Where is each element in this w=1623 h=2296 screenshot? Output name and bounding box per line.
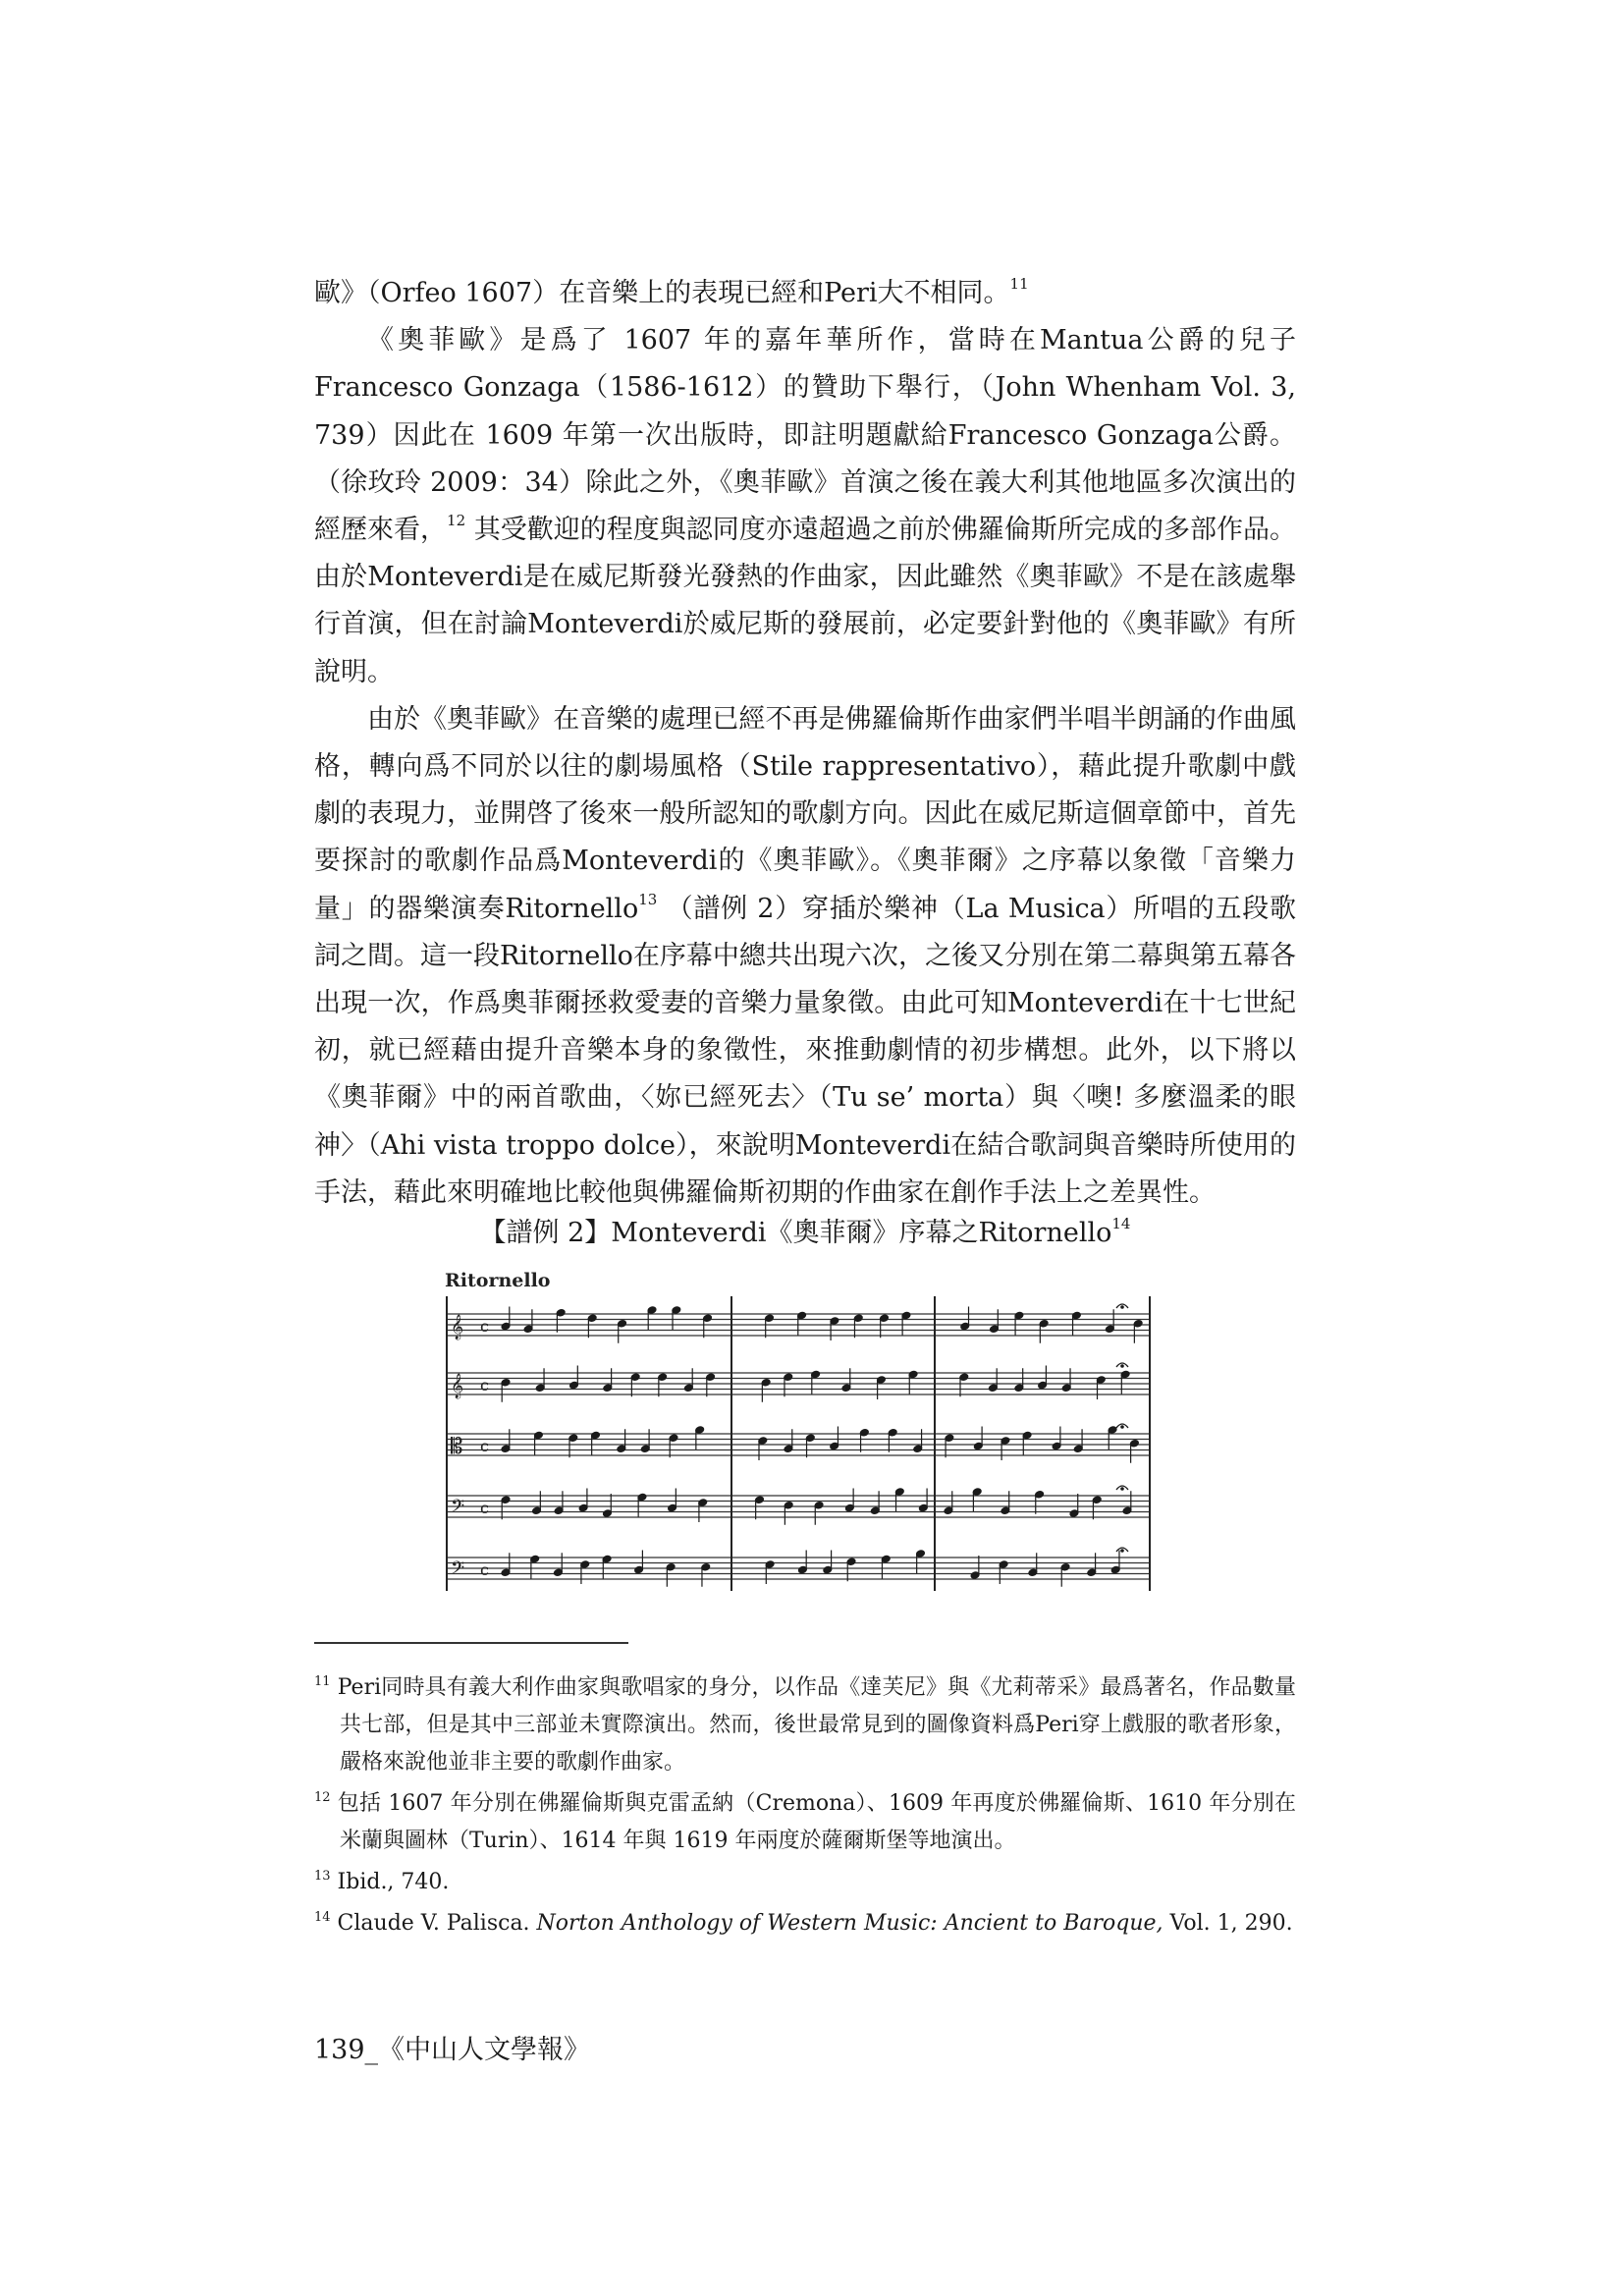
score-clefs bbox=[451, 1314, 489, 1583]
footnote-text: Peri同時具有義大利作曲家與歌唱家的身分，以作品《達芙尼》與《尤莉蒂采》最爲著名，作品數量共七部，但是其中三部並未實際演出。然而，後世最常見到的圖像資料爲Peri穿上戲服的歌者形象，嚴格來說他並非主要的歌劇作曲家。 bbox=[337, 1675, 1296, 1775]
footnote-separator bbox=[314, 1642, 628, 1644]
music-score-image bbox=[437, 1267, 1159, 1615]
footnote-number: 11 bbox=[314, 1674, 331, 1689]
footnote-number: 13 bbox=[314, 1869, 331, 1884]
paragraph-2-text-a: 《奧菲歐》是爲了 1607 年的嘉年華所作，當時在Mantua公爵的兒子Francesco Gonzaga（1586-1612）的贊助下舉行，（John Whenham Vol. 3, 739）因此在 1609 年第一次出版時，即註明題獻給Francesco Gonzaga公爵。（徐玫玲 2009：34）除此之外，《奧菲歐》首演之後在義大利其他地區多次演出的經歷來看， bbox=[314, 325, 1296, 546]
paragraph-3-text-b: （譜例 2）穿插於樂神（La Musica）所唱的五段歌詞之間。這一段Ritornello在序幕中總共出現六次，之後又分別在第二幕與第五幕各出現一次，作爲奧菲爾拯救愛妻的音樂力量象徵。由此可知Monteverdi在十七世紀初，就已經藉由提升音樂本身的象徵性，來推動劇情的初步構想。此外，以下將以《奧菲爾》中的兩首歌曲，〈妳已經死去〉（Tu se’ morta）與〈噢! 多麼溫柔的眼神〉（Ahi vista troppo dolce），來說明Monteverdi在結合歌詞與音樂時所使用的手法，藉此來明確地比較他與佛羅倫斯初期的作曲家在創作手法上之差異性。 bbox=[314, 893, 1296, 1208]
footnote-ref-11: 11 bbox=[1009, 275, 1029, 293]
footnote-13 bbox=[314, 1864, 1296, 1901]
svg-text:𝄞: 𝄞 bbox=[451, 1374, 464, 1398]
svg-text:c: c bbox=[480, 1376, 489, 1394]
footnote-text-volume: Vol. 1, 290. bbox=[1163, 1911, 1293, 1936]
footnote-text-book-title: Norton Anthology of Western Music: Ancient to Baroque, bbox=[536, 1911, 1163, 1936]
paragraph-2-text-b: 其受歡迎的程度與認同度亦遠超過之前於佛羅倫斯所完成的多部作品。由於Monteverdi是在威尼斯發光發熱的作曲家，因此雖然《奧菲歐》不是在該處舉行首演，但在討論Monteverdi於威尼斯的發展前，必定要針對他的《奧菲歐》有所說明。 bbox=[314, 515, 1296, 687]
paragraph-3 bbox=[314, 696, 1296, 1217]
score-barlines bbox=[447, 1296, 1150, 1591]
svg-text:𝄞: 𝄞 bbox=[451, 1315, 464, 1339]
footnote-12 bbox=[314, 1785, 1296, 1860]
score-notes bbox=[501, 1304, 1143, 1587]
footnote-text: 包括 1607 年分別在佛羅倫斯與克雷孟納（Cremona）、1609 年再度於佛羅倫斯、1610 年分別在米蘭與圖林（Turin）、1614 年與 1619 年兩度於薩爾斯堡等地演出。 bbox=[337, 1791, 1297, 1853]
footnote-text: Ibid., 740. bbox=[337, 1870, 450, 1894]
svg-text:𝄢: 𝄢 bbox=[451, 1497, 465, 1521]
paragraph-2 bbox=[314, 317, 1296, 696]
footnote-ref-14: 14 bbox=[1111, 1215, 1131, 1232]
page-footer bbox=[314, 2033, 590, 2068]
score-title: Ritornello bbox=[445, 1270, 551, 1291]
paragraph-1-text: 歐》（Orfeo 1607）在音樂上的表現已經和Peri大不相同。 bbox=[314, 278, 1010, 308]
footnote-text-author: Claude V. Palisca. bbox=[337, 1911, 537, 1936]
paragraph-3-text-a: 由於《奧菲歐》在音樂的處理已經不再是佛羅倫斯作曲家們半唱半朗誦的作曲風格，轉向爲不同於以往的劇場風格（Stile rappresentativo），藉此提升歌劇中戲劇的表現力，並開啓了後來一般所認知的歌劇方向。因此在威尼斯這個章節中，首先要探討的歌劇作品爲Monteverdi的《奧菲歐》。《奧菲爾》之序幕以象徵「音樂力量」的器樂演奏Ritornello bbox=[314, 703, 1296, 924]
footnote-11 bbox=[314, 1669, 1296, 1781]
page-number: 139_《中山人文學報》 bbox=[314, 2035, 591, 2065]
paragraph-1 bbox=[314, 270, 1296, 317]
svg-text:𝄢: 𝄢 bbox=[451, 1558, 465, 1583]
svg-text:c: c bbox=[480, 1560, 489, 1579]
footnote-ref-12: 12 bbox=[447, 512, 466, 530]
figure-caption bbox=[314, 1214, 1296, 1253]
footnote-14 bbox=[314, 1905, 1296, 1942]
score-staves bbox=[447, 1314, 1150, 1579]
footnote-ref-13: 13 bbox=[638, 890, 658, 908]
body-text bbox=[314, 270, 1296, 1217]
svg-text:𝄡: 𝄡 bbox=[451, 1435, 463, 1459]
svg-text:c: c bbox=[480, 1437, 489, 1455]
footnote-number: 14 bbox=[314, 1910, 331, 1925]
svg-text:c: c bbox=[480, 1317, 489, 1336]
figure-caption-text: 【譜例 2】Monteverdi《奧菲爾》序幕之Ritornello bbox=[479, 1218, 1112, 1248]
footnotes bbox=[314, 1669, 1296, 1946]
svg-text:c: c bbox=[480, 1499, 489, 1517]
footnote-number: 12 bbox=[314, 1790, 331, 1805]
